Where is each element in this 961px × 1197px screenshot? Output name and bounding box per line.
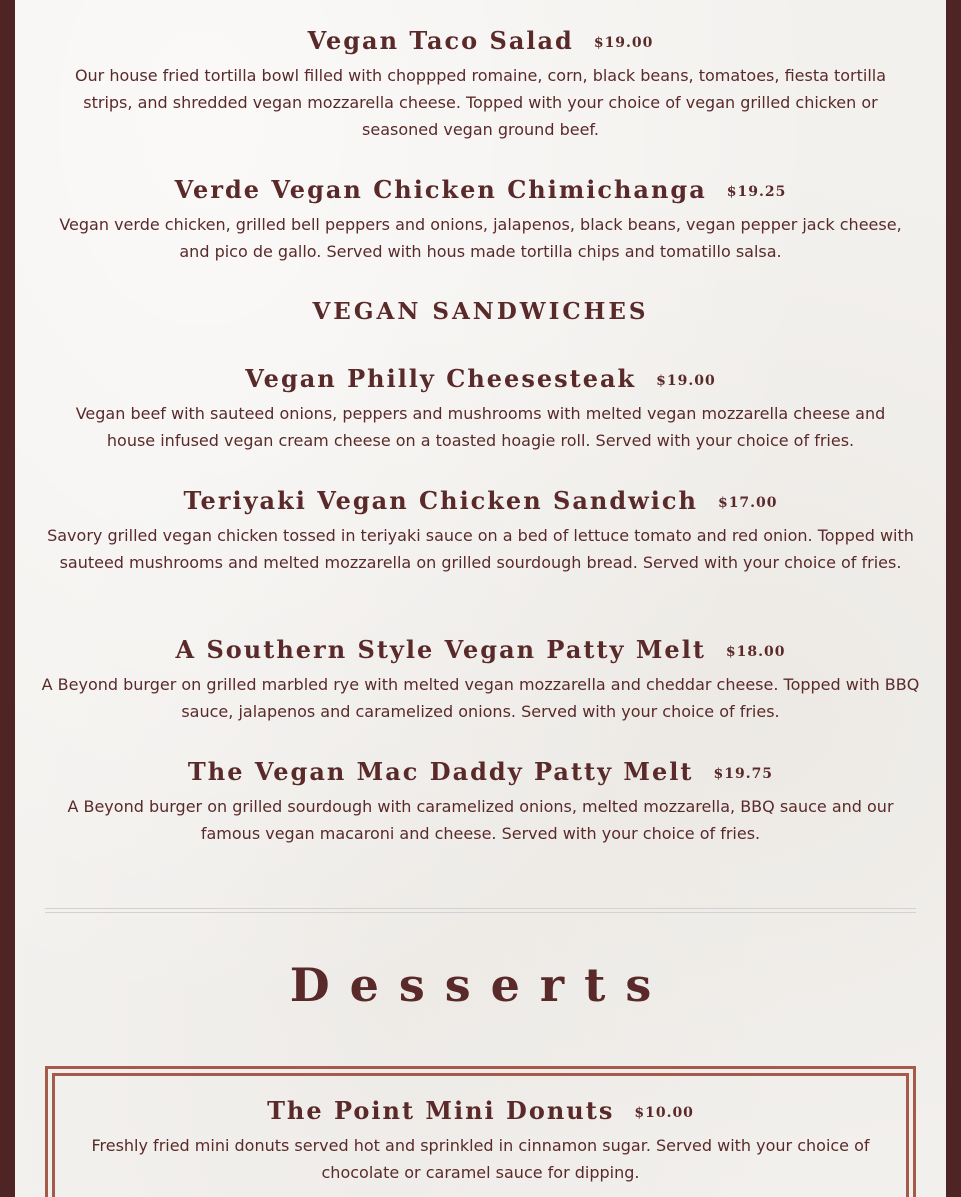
menu-item-vegan-philly-cheesesteak <box>15 364 946 454</box>
item-price: $19.75 <box>713 766 774 782</box>
item-price: $19.00 <box>593 35 654 51</box>
menu-item-vegan-mac-daddy-patty-melt <box>15 757 946 847</box>
item-price: $18.00 <box>725 644 786 660</box>
item-description: Vegan verde chicken, grilled bell peppers and onions, jalapenos, black beans, vegan pepper jack cheese, and pico de gallo. Served with hous made tortilla chips and tomatillo salsa. <box>59 215 902 261</box>
item-description: Freshly fried mini donuts served hot and sprinkled in cinnamon sugar. Served with your choice of chocolate or caramel sauce for dipping. <box>91 1136 870 1182</box>
section-divider <box>45 908 916 913</box>
item-price: $10.00 <box>634 1105 694 1121</box>
item-title: Teriyaki Vegan Chicken Sandwich <box>183 486 698 515</box>
menu-item-point-mini-donuts <box>15 1096 946 1186</box>
menu-item-teriyaki-vegan-chicken-sandwich <box>15 486 946 576</box>
menu-page <box>15 0 946 1197</box>
item-title: The Point Mini Donuts <box>267 1096 615 1125</box>
item-price: $19.00 <box>656 373 716 389</box>
item-title: The Vegan Mac Daddy Patty Melt <box>187 757 694 786</box>
item-title: Verde Vegan Chicken Chimichanga <box>174 175 707 204</box>
section-heading-desserts: Desserts <box>289 958 672 1012</box>
menu-item-southern-style-vegan-patty-melt <box>15 635 946 725</box>
menu-item-vegan-taco-salad <box>15 26 946 143</box>
item-description: A Beyond burger on grilled marbled rye with melted vegan mozzarella and cheddar cheese. Topped with BBQ sauce, jalapenos and caramelized onions. Served with your choice of fries. <box>41 675 920 721</box>
item-description: Vegan beef with sauteed onions, peppers and mushrooms with melted vegan mozzarella cheese and house infused vegan cream cheese on a toasted hoagie roll. Served with your choice of fries. <box>75 404 886 450</box>
item-price: $17.00 <box>717 495 778 511</box>
section-heading-vegan-sandwiches: VEGAN SANDWICHES <box>312 298 649 325</box>
item-title: Vegan Philly Cheesesteak <box>245 364 637 393</box>
menu-item-verde-vegan-chicken-chimichanga <box>15 175 946 265</box>
item-price: $19.25 <box>726 184 787 200</box>
item-description: Savory grilled vegan chicken tossed in teriyaki sauce on a bed of lettuce tomato and red onion. Topped with sauteed mushrooms and melted mozzarella on grilled sourdough bread. Served with your choice of fries. <box>47 526 914 572</box>
item-description: Our house fried tortilla bowl filled with choppped romaine, corn, black beans, tomatoes, fiesta tortilla strips, and shredded vegan mozzarella cheese. Topped with your choice of vegan grilled chicken or seasoned vegan ground beef. <box>74 66 887 139</box>
item-title: Vegan Taco Salad <box>307 26 574 55</box>
item-description: A Beyond burger on grilled sourdough with caramelized onions, melted mozzarella, BBQ sauce and our famous vegan macaroni and cheese. Served with your choice of fries. <box>67 797 894 843</box>
item-title: A Southern Style Vegan Patty Melt <box>175 635 706 664</box>
